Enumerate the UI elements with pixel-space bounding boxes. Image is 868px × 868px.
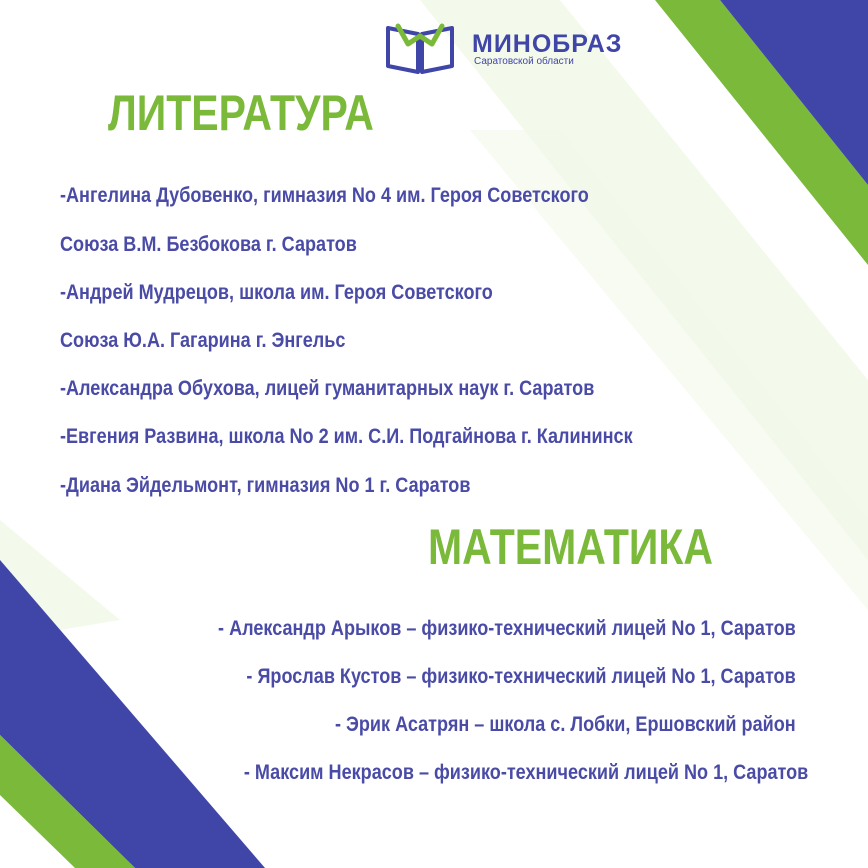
literature-line: -Евгения Развина, школа No 2 им. С.И. Подгайнова г. Калининск bbox=[60, 425, 633, 448]
mathematics-line: - Александр Арыков – физико-технический лицей No 1, Саратов bbox=[218, 617, 796, 640]
literature-line: Союза В.М. Безбокова г. Саратов bbox=[60, 233, 357, 256]
literature-line: -Андрей Мудрецов, школа им. Героя Советского bbox=[60, 281, 493, 304]
literature-line: Союза Ю.А. Гагарина г. Энгельс bbox=[60, 329, 346, 352]
literature-heading: ЛИТЕРАТУРА bbox=[108, 85, 374, 141]
literature-line: -Диана Эйдельмонт, гимназия No 1 г. Саратов bbox=[60, 474, 471, 497]
mathematics-line: - Максим Некрасов – физико-технический лицей No 1, Саратов bbox=[243, 761, 808, 784]
mathematics-heading: МАТЕМАТИКА bbox=[428, 519, 713, 575]
logo-title: МИНОБРАЗ bbox=[472, 30, 623, 58]
mathematics-line: - Ярослав Кустов – физико-технический лицей No 1, Саратов bbox=[246, 665, 796, 688]
literature-line: -Ангелина Дубовенко, гимназия No 4 им. Героя Советского bbox=[60, 184, 589, 207]
open-book-icon bbox=[384, 22, 456, 74]
logo-subtitle: Саратовской области bbox=[474, 56, 574, 67]
literature-line: -Александра Обухова, лицей гуманитарных наук г. Саратов bbox=[60, 377, 595, 400]
mathematics-line: - Эрик Асатрян – школа с. Лобки, Ершовский район bbox=[335, 713, 796, 736]
